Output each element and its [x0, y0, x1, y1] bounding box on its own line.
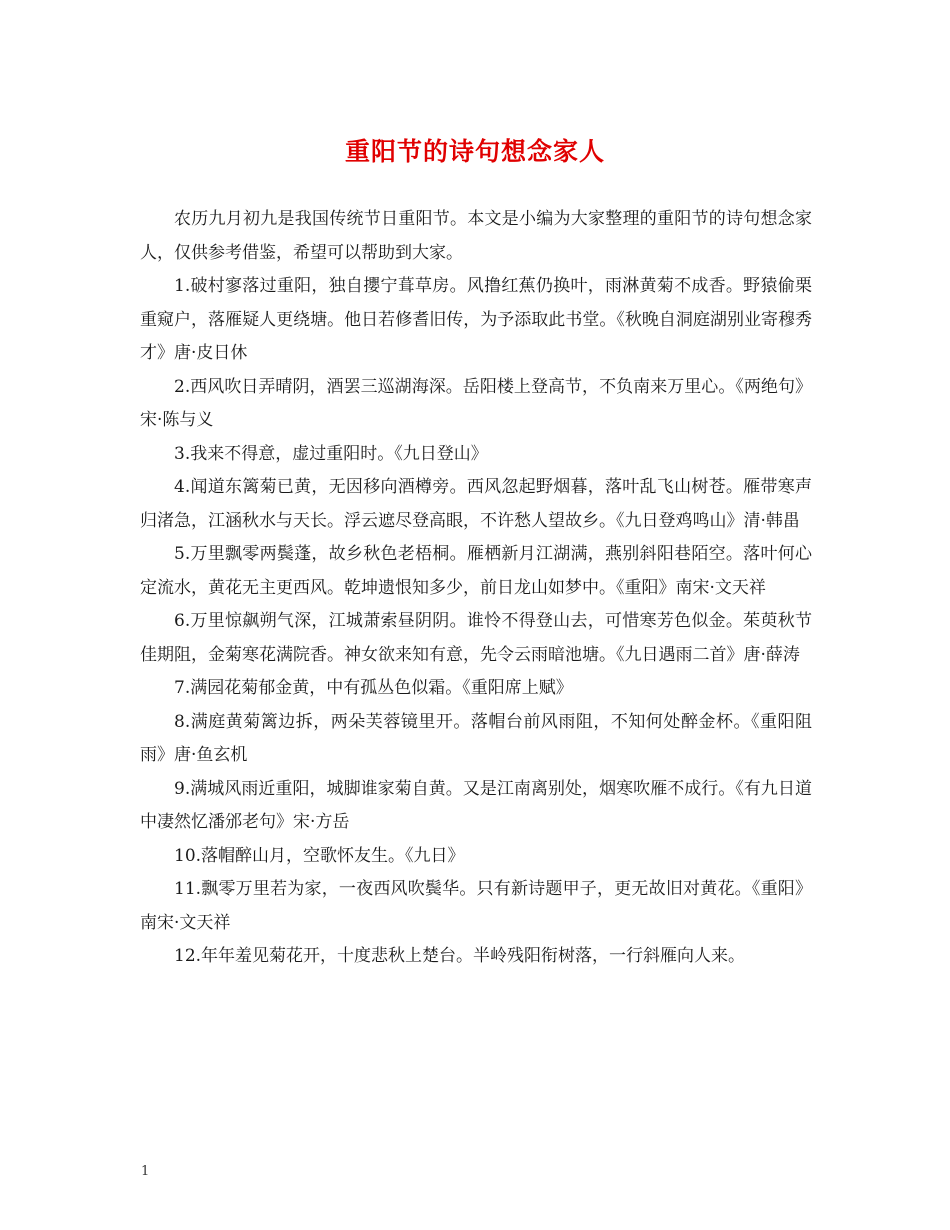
- poem-item-7: 7.满园花菊郁金黄，中有孤丛色似霜。《重阳席上赋》: [174, 678, 573, 698]
- poem-item-6: 6.万里惊飙朔气深，江城萧索昼阴阴。谁怜不得登山去，可惜寒芳色似金。茱萸秋节佳期阻，金菊寒花满院香。神女欲来知有意，先令云雨暗池塘。《九日遇雨二首》唐·薛涛: [140, 611, 812, 665]
- poem-item-9: 9.满城风雨近重阳，城脚谁家菊自黄。又是江南离别处，烟寒吹雁不成行。《有九日道中凄然忆潘邠老句》宋·方岳: [140, 778, 812, 832]
- page-number: 1: [141, 1164, 150, 1179]
- poem-item-1: 1.破村寥落过重阳，独自攖宁葺草房。风撸红蕉仍换叶，雨淋黄菊不成香。野猿偷栗重窥户，落雁疑人更绕塘。他日若修耆旧传，为予添取此书堂。《秋晚自洞庭湖别业寄穆秀才》唐·皮日休: [140, 276, 812, 363]
- intro-paragraph: 农历九月初九是我国传统节日重阳节。本文是小编为大家整理的重阳节的诗句想念家人，仅供参考借鉴，希望可以帮助到大家。: [140, 209, 812, 263]
- poem-item-4: 4.闻道东篱菊已黄，无因移向酒樽旁。西风忽起野烟暮，落叶乱飞山树苍。雁带寒声归渚急，江涵秋水与天长。浮云遮尽登高眼，不许愁人望故乡。《九日登鸡鸣山》清·韩畕: [140, 477, 812, 531]
- poem-item-11: 11.飘零万里若为家，一夜西风吹鬓华。只有新诗题甲子，更无故旧对黄花。《重阳》南宋·文天祥: [140, 879, 812, 933]
- document-body: [140, 203, 812, 974]
- poem-item-10: 10.落帽醉山月，空歌怀友生。《九日》: [174, 845, 465, 866]
- poem-item-5: 5.万里飘零两鬓蓬，故乡秋色老梧桐。雁栖新月江湖满，燕别斜阳巷陌空。落叶何心定流水，黄花无主更西风。乾坤遗恨知多少，前日龙山如梦中。《重阳》南宋·文天祥: [140, 544, 812, 598]
- poem-item-2: 2.西风吹日弄晴阴，酒罢三巡湖海深。岳阳楼上登高节，不负南来万里心。《两绝句》宋·陈与义: [140, 376, 812, 430]
- document-title: 重阳节的诗句想念家人: [344, 137, 605, 166]
- poem-item-8: 8.满庭黄菊篱边拆，两朵芙蓉镜里开。落帽台前风雨阻，不知何处醉金杯。《重阳阻雨》唐·鱼玄机: [140, 711, 812, 765]
- poem-item-3: 3.我来不得意，虚过重阳时。《九日登山》: [174, 443, 488, 464]
- poem-item-12: 12.年年羞见菊花开，十度悲秋上楚台。半岭残阳衔树落，一行斜雁向人来。: [174, 946, 746, 966]
